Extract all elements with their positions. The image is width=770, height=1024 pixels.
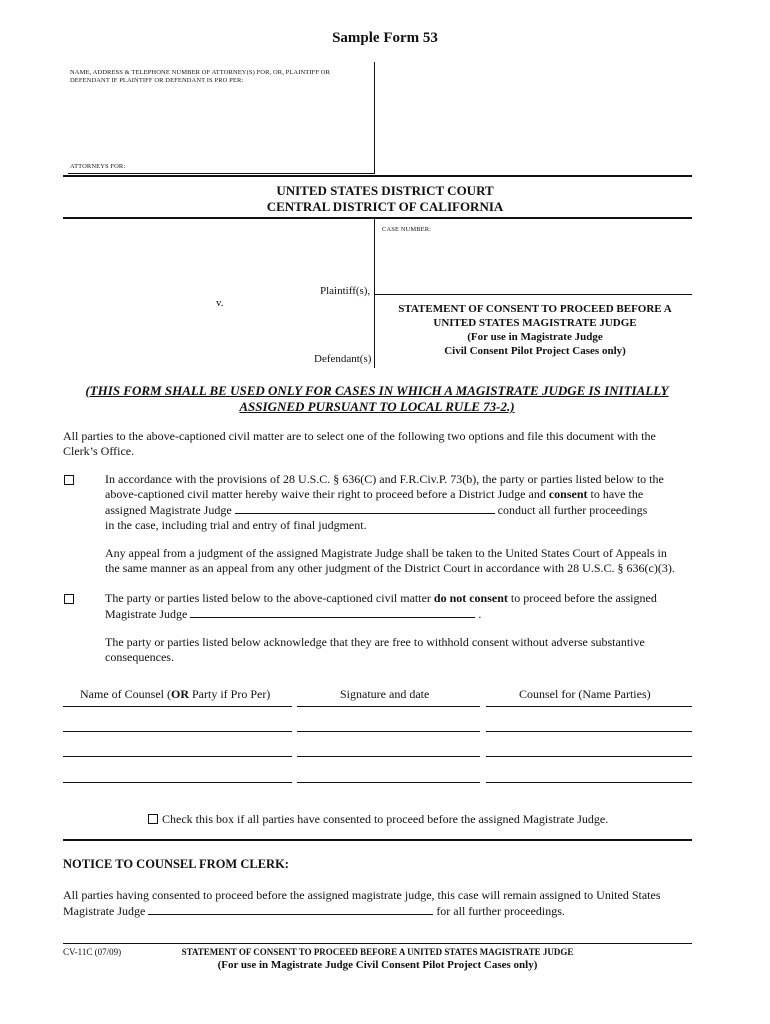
attorney-box-divider <box>374 62 375 174</box>
statement-line1: STATEMENT OF CONSENT TO PROCEED BEFORE A <box>398 303 672 315</box>
col-header-name <box>80 687 270 702</box>
top-rule <box>63 175 692 177</box>
sig-row2-signature[interactable] <box>297 731 480 732</box>
clerk-notice-heading: NOTICE TO COUNSEL FROM CLERK: <box>63 857 289 871</box>
col-header-counsel-for: Counsel for (Name Parties) <box>519 687 651 701</box>
sig-row2-name[interactable] <box>63 731 292 732</box>
acknowledge-line2: consequences. <box>105 650 174 664</box>
notice-banner-line1: (THIS FORM SHALL BE USED ONLY FOR CASES IN WHICH A MAGISTRATE JUDGE IS INITIALLY <box>85 383 669 398</box>
clerk-notice-line1: All parties having consented to proceed before the assigned magistrate judge, this case will remain assigned to United States <box>63 888 661 902</box>
no-consent-judge-blank[interactable] <box>190 606 475 618</box>
consent-judge-blank[interactable] <box>235 502 495 514</box>
appeal-line2: the same manner as an appeal from any other judgment of the District Court in accordance with 28 U.S.C. § 636(c)(3). <box>105 561 675 575</box>
notice-banner-line2: ASSIGNED PURSUANT TO LOCAL RULE 73-2.) <box>239 399 515 414</box>
case-number-underline <box>374 294 692 295</box>
sig-row3-counsel[interactable] <box>486 756 692 757</box>
option1-paragraph <box>105 472 695 533</box>
intro-line1: All parties to the above-captioned civil matter are to select one of the following two options and file this document with the <box>63 429 656 443</box>
all-consented-row[interactable] <box>148 812 608 827</box>
footer-rule <box>63 943 692 944</box>
plaintiff-label: Plaintiff(s), <box>320 285 371 297</box>
all-consented-checkbox[interactable] <box>148 814 158 824</box>
option2-line2-b: . <box>478 607 482 621</box>
col-header-name-a: Name of Counsel ( <box>80 687 171 701</box>
clerk-judge-blank[interactable] <box>148 903 433 915</box>
option2-do-not-consent-bold: do not consent <box>433 591 508 605</box>
footer-title <box>150 946 605 972</box>
attorneys-for-label: ATTORNEYS FOR: <box>70 163 126 170</box>
option2-line1 <box>105 591 695 606</box>
clerk-rule <box>63 839 692 841</box>
option1-line2-a: above-captioned civil matter hereby waive their right to proceed before a District Judge and <box>105 487 549 501</box>
intro-line2: Clerk’s Office. <box>63 444 135 458</box>
sig-row1-name[interactable] <box>63 706 292 707</box>
attorney-label-line1: NAME, ADDRESS & TELEPHONE NUMBER OF ATTORNEY(S) FOR, OR, PLAINTIFF OR <box>70 69 331 76</box>
acknowledge-paragraph <box>105 635 705 665</box>
option1-line2 <box>105 487 695 502</box>
consent-checkbox[interactable] <box>64 475 74 485</box>
option1-consent-bold: consent <box>548 487 588 501</box>
option1-line1: In accordance with the provisions of 28 U.S.C. § 636(C) and F.R.Civ.P. 73(b), the party or parties listed below to the <box>105 472 664 486</box>
option2-line1-a: The party or parties listed below to the above-captioned civil matter <box>105 591 434 605</box>
all-consented-label: Check this box if all parties have consented to proceed before the assigned Magistrate Judge. <box>162 812 609 826</box>
sig-row3-signature[interactable] <box>297 756 480 757</box>
no-consent-checkbox[interactable] <box>64 594 74 604</box>
form-title: Sample Form 53 <box>332 30 438 46</box>
appeal-line1: Any appeal from a judgment of the assigned Magistrate Judge shall be taken to the United States Court of Appeals in <box>105 546 667 560</box>
clerk-notice-line2 <box>63 903 703 919</box>
acknowledge-line1: The party or parties listed below acknowledge that they are free to withhold consent without adverse substantive <box>105 635 645 649</box>
court-rule <box>63 217 692 219</box>
option2-line1-b: to proceed before the assigned <box>507 591 657 605</box>
col-header-signature: Signature and date <box>340 687 430 701</box>
footer-title-line2: (For use in Magistrate Judge Civil Consent Pilot Project Cases only) <box>217 959 538 971</box>
intro-paragraph <box>63 429 703 459</box>
sig-row4-name[interactable] <box>63 782 292 783</box>
sig-row1-signature[interactable] <box>297 706 480 707</box>
sig-row2-counsel[interactable] <box>486 731 692 732</box>
col-header-or-bold: OR <box>170 687 189 701</box>
footer-title-line1: STATEMENT OF CONSENT TO PROCEED BEFORE A UNITED STATES MAGISTRATE JUDGE <box>181 947 574 957</box>
option2-line2 <box>105 606 695 622</box>
statement-line2: UNITED STATES MAGISTRATE JUDGE <box>433 317 637 329</box>
col-header-name-b: Party if Pro Per) <box>188 687 271 701</box>
court-name <box>0 183 770 215</box>
option2-paragraph <box>105 591 695 622</box>
notice-banner <box>0 383 754 415</box>
attorney-field-underline <box>68 173 374 174</box>
clerk-notice-line2-a: Magistrate Judge <box>63 904 146 918</box>
clerk-notice-line2-b: for all further proceedings. <box>436 904 565 918</box>
statement-title <box>378 302 692 358</box>
option1-line3-b: conduct all further proceedings <box>497 503 648 517</box>
versus-label: v. <box>216 297 224 309</box>
footer-form-code: CV-11C (07/09) <box>63 947 122 957</box>
attorney-label-line2: DEFENDANT IF PLAINTIFF OR DEFENDANT IS PRO PER: <box>70 77 244 84</box>
case-number-label: CASE NUMBER: <box>382 226 432 233</box>
sig-row4-counsel[interactable] <box>486 782 692 783</box>
clerk-notice-paragraph <box>63 888 703 919</box>
sig-row1-counsel[interactable] <box>486 706 692 707</box>
statement-line3: (For use in Magistrate Judge <box>467 331 603 343</box>
defendant-label: Defendant(s) <box>314 353 372 365</box>
option1-line3-a: assigned Magistrate Judge <box>105 503 232 517</box>
sig-row4-signature[interactable] <box>297 782 480 783</box>
appeal-paragraph <box>105 546 705 576</box>
option2-line2-a: Magistrate Judge <box>105 607 188 621</box>
court-name-line2: CENTRAL DISTRICT OF CALIFORNIA <box>266 199 504 214</box>
court-name-line1: UNITED STATES DISTRICT COURT <box>276 183 494 198</box>
option1-line4: in the case, including trial and entry of final judgment. <box>105 518 367 532</box>
option1-line2-b: to have the <box>587 487 644 501</box>
attorney-label <box>70 69 370 85</box>
option1-line3 <box>105 502 695 518</box>
sig-row3-name[interactable] <box>63 756 292 757</box>
statement-line4: Civil Consent Pilot Project Cases only) <box>444 345 626 357</box>
